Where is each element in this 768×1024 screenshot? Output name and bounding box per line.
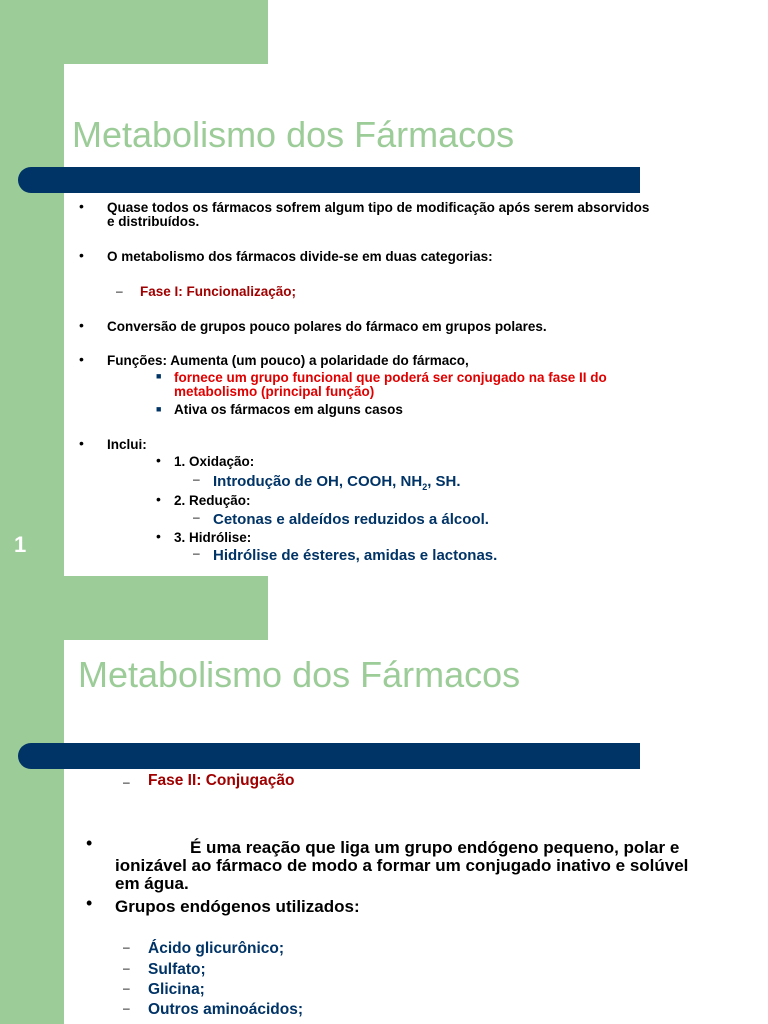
dash-marker: – bbox=[123, 981, 130, 995]
list-item: Glicina; bbox=[148, 981, 205, 998]
green-side-band bbox=[0, 0, 64, 576]
green-top-band bbox=[0, 0, 268, 64]
phase-2-heading: Fase II: Conjugação bbox=[148, 772, 295, 789]
bullet-dot: • bbox=[156, 452, 161, 468]
bullet-text: em água. bbox=[115, 874, 189, 893]
square-bullet: ■ bbox=[156, 371, 162, 381]
bullet-dot: • bbox=[79, 317, 84, 333]
dash-marker: – bbox=[123, 940, 130, 954]
bullet-text: e distribuídos. bbox=[107, 214, 200, 229]
green-side-band bbox=[0, 576, 64, 1024]
title-bar bbox=[18, 167, 640, 193]
sub-bullet-text: 2. Redução: bbox=[174, 493, 251, 508]
sub-bullet-text: fornece um grupo funcional que poderá ser conjugado na fase II do bbox=[174, 370, 607, 385]
bullet-text: ionizável ao fármaco de modo a formar um conjugado inativo e solúvel bbox=[115, 856, 689, 875]
bullet-dot: • bbox=[156, 491, 161, 507]
list-item: Ácido glicurônico; bbox=[148, 940, 285, 957]
dash-marker: – bbox=[123, 1001, 130, 1015]
hydrolysis-detail: Hidrólise de ésteres, amidas e lactonas. bbox=[213, 547, 498, 564]
dash-marker: – bbox=[193, 546, 200, 560]
bullet-dot: • bbox=[86, 893, 93, 913]
bullet-text: Grupos endógenos utilizados: bbox=[115, 897, 360, 916]
bullet-text: Inclui: bbox=[107, 437, 147, 452]
sub-bullet-text: 3. Hidrólise: bbox=[174, 530, 252, 545]
bullet-text: Funções: Aumenta (um pouco) a polaridade do fármaco, bbox=[107, 353, 469, 368]
sub-bullet-text: metabolismo (principal função) bbox=[174, 384, 375, 399]
dash-marker: – bbox=[123, 775, 130, 789]
reduction-detail: Cetonas e aldeídos reduzidos a álcool. bbox=[213, 511, 489, 528]
slide-2 bbox=[0, 576, 768, 1024]
bullet-dot: • bbox=[79, 435, 84, 451]
title-bar bbox=[18, 743, 640, 769]
square-bullet: ■ bbox=[156, 404, 162, 414]
bullet-text: É uma reação que liga um grupo endógeno pequeno, polar e bbox=[190, 838, 680, 857]
bullet-dot: • bbox=[79, 247, 84, 263]
bullet-text: Quase todos os fármacos sofrem algum tipo de modificação após serem absorvidos bbox=[107, 200, 650, 215]
sub-bullet-text: 1. Oxidação: bbox=[174, 454, 255, 469]
bullet-text: Conversão de grupos pouco polares do fármaco em grupos polares. bbox=[107, 319, 547, 334]
list-item: Sulfato; bbox=[148, 961, 206, 978]
dash-marker: – bbox=[193, 510, 200, 524]
dash-marker: – bbox=[193, 472, 200, 486]
slide-title: Metabolismo dos Fármacos bbox=[78, 654, 521, 695]
slide-title: Metabolismo dos Fármacos bbox=[72, 114, 515, 155]
bullet-dot: • bbox=[86, 833, 93, 853]
dash-marker: – bbox=[123, 961, 130, 975]
bullet-dot: • bbox=[79, 198, 84, 214]
phase-1-heading: Fase I: Funcionalização; bbox=[140, 284, 297, 299]
green-top-band bbox=[0, 576, 268, 640]
slide-number: 1 bbox=[14, 532, 27, 557]
list-item: Outros aminoácidos; bbox=[148, 1001, 304, 1018]
sub-bullet-text: Ativa os fármacos em alguns casos bbox=[174, 402, 403, 417]
bullet-dot: • bbox=[79, 351, 84, 367]
oxidation-detail: Introdução de OH, COOH, $NH_2$, SH. bbox=[213, 473, 461, 492]
bullet-text: O metabolismo dos fármacos divide-se em duas categorias: bbox=[107, 249, 493, 264]
bullet-dot: • bbox=[156, 528, 161, 544]
dash-marker: – bbox=[116, 284, 123, 298]
